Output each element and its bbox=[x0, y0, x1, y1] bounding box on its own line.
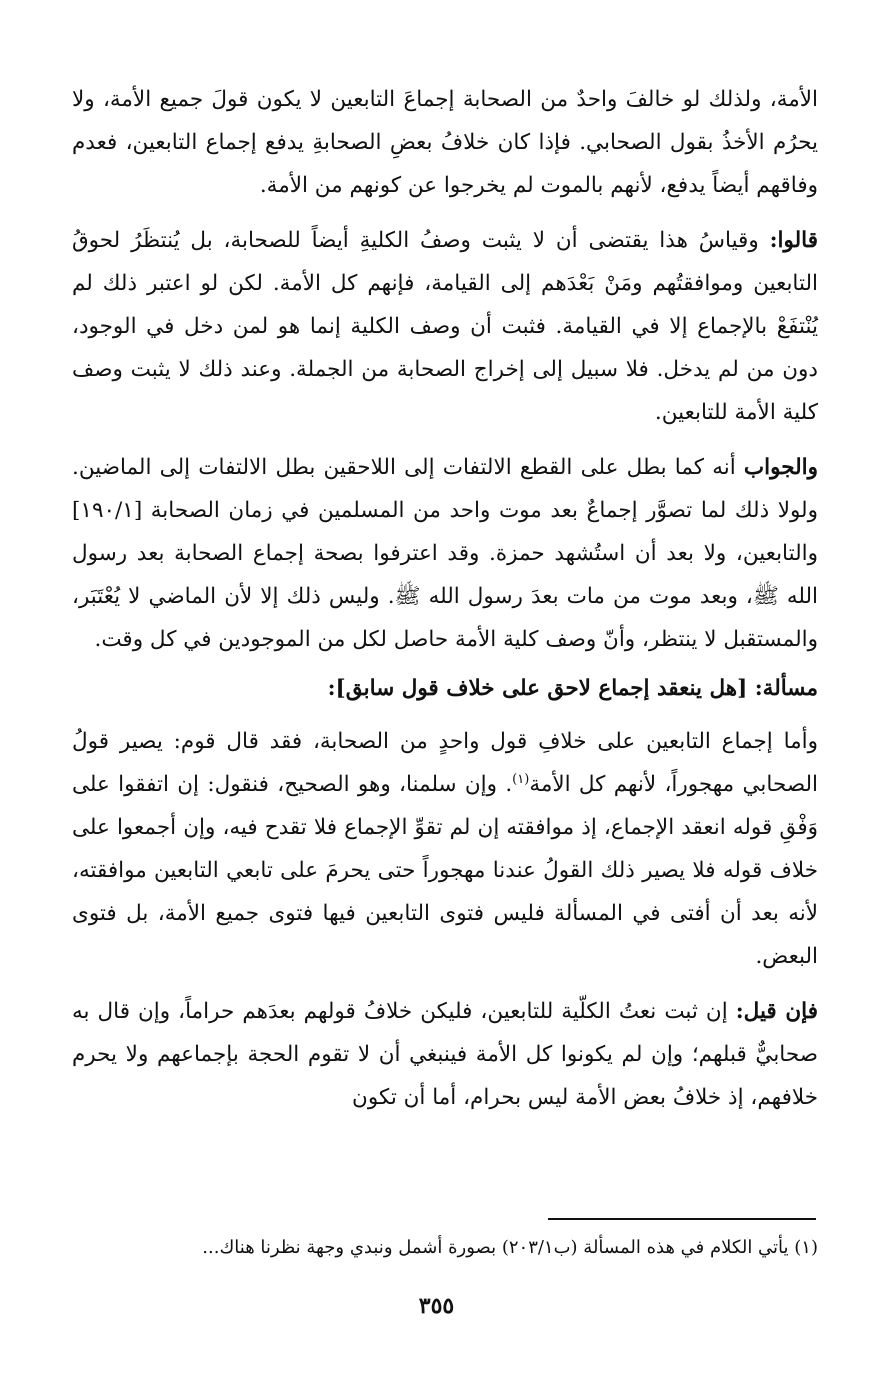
paragraph-1: الأمة، ولذلك لو خالفَ واحدٌ من الصحابة إجماعَ التابعين لا يكون قولَ جميع الأمة، ولا يحرُم الأخذُ بقول الصحابي. فإذا كان خلافُ بعضِ الصحابةِ يدفع إجماع التابعين، فعدم وفاقهم أيضاً يدفع، لأنهم بالموت لم يخرجوا عن كونهم من الأمة. bbox=[72, 87, 818, 198]
paragraph-3 bbox=[72, 446, 818, 661]
paragraph-5 bbox=[72, 990, 818, 1119]
paragraph-2-lead: قالوا: bbox=[769, 228, 818, 253]
paragraph-3-text: أنه كما بطل على القطع الالتفات إلى اللاحقين بطل الالتفات إلى الماضين. ولولا ذلك لما تصوَّر إجماعٌ بعد موت واحد من المسلمين في زمان الصحابة [١٩٠/١] والتابعين، ولا بعد أن استُشهد حمزة. وقد اعترفوا بصحة إجماع الصحابة بعد رسول الله ﷺ، وبعد موت من مات بعدَ رسول الله ﷺ. وليس ذلك إلا لأن الماضي لا يُعْتَبَر، والمستقبل لا ينتظر، وأنّ وصف كلية الأمة حاصل لكل من الموجودين في كل وقت. bbox=[72, 455, 818, 652]
body-text bbox=[72, 78, 818, 1131]
section-heading: مسألة: [هل ينعقد إجماع لاحق على خلاف قول سابق]: bbox=[327, 676, 818, 701]
paragraph-5-text: إن ثبت نعتُ الكلّية للتابعين، فليكن خلافُ قولهم بعدَهم حراماً، وإن قال به صحابيٌّ قبلهم؛ وإن لم يكونوا كل الأمة فينبغي أن لا تقوم الحجة بإجماعهم ولا يحرم خلافهم، إذ خلافُ بعض الأمة ليس بحرام، أما أن تكون bbox=[72, 999, 818, 1110]
footnote-separator bbox=[548, 1218, 816, 1220]
paragraph-4 bbox=[72, 720, 818, 978]
paragraph-4-text-b: . وإن سلمنا، وهو الصحيح، فنقول: إن اتفقوا على وَفْقِ قوله انعقد الإجماع، إذ موافقته إن لم تقوِّ الإجماع فلا تقدح فيه، وإن أجمعوا على خلاف قوله فلا يصير ذلك القولُ عندنا مهجوراً حتى يحرمَ على تابعي التابعين موافقته، لأنه بعد أن أفتى في المسألة فليس فتوى التابعين فيها فتوى جميع الأمة، بل فتوى البعض. bbox=[72, 772, 818, 969]
paragraph-2 bbox=[72, 219, 818, 434]
paragraph-3-lead: والجواب bbox=[743, 455, 818, 480]
paragraph-2-text: وقياسُ هذا يقتضى أن لا يثبت وصفُ الكليةِ أيضاً للصحابة، بل يُنتظَرُ لحوقُ التابعين وموافقتُهم ومَنْ بَعْدَهم إلى القيامة، فإنهم كل الأمة. لكن لو اعتبر ذلك لم يُنْتفَعْ بالإجماع إلا في القيامة. فثبت أن وصف الكلية إنما هو لمن دخل في الوجود، دون من لم يدخل. فلا سبيل إلى إخراج الصحابة من الجملة. وعند ذلك لا يثبت وصف كلية الأمة للتابعين. bbox=[72, 228, 818, 425]
footnote: (١) يأتي الكلام في هذه المسألة (ب٢٠٣/١) بصورة أشمل ونبدي وجهة نظرنا هناك... bbox=[202, 1237, 818, 1258]
page-number: ٣٥٥ bbox=[418, 1293, 455, 1319]
paragraph-4-text-a: وأما إجماع التابعين على خلافِ قول واحدٍ من الصحابة، فقد قال قوم: يصير قولُ الصحابي مهجوراً، لأنهم كل الأمة bbox=[72, 729, 818, 797]
footnote-reference: (١) bbox=[512, 771, 530, 787]
paragraph-5-lead: فإن قيل: bbox=[735, 999, 818, 1024]
